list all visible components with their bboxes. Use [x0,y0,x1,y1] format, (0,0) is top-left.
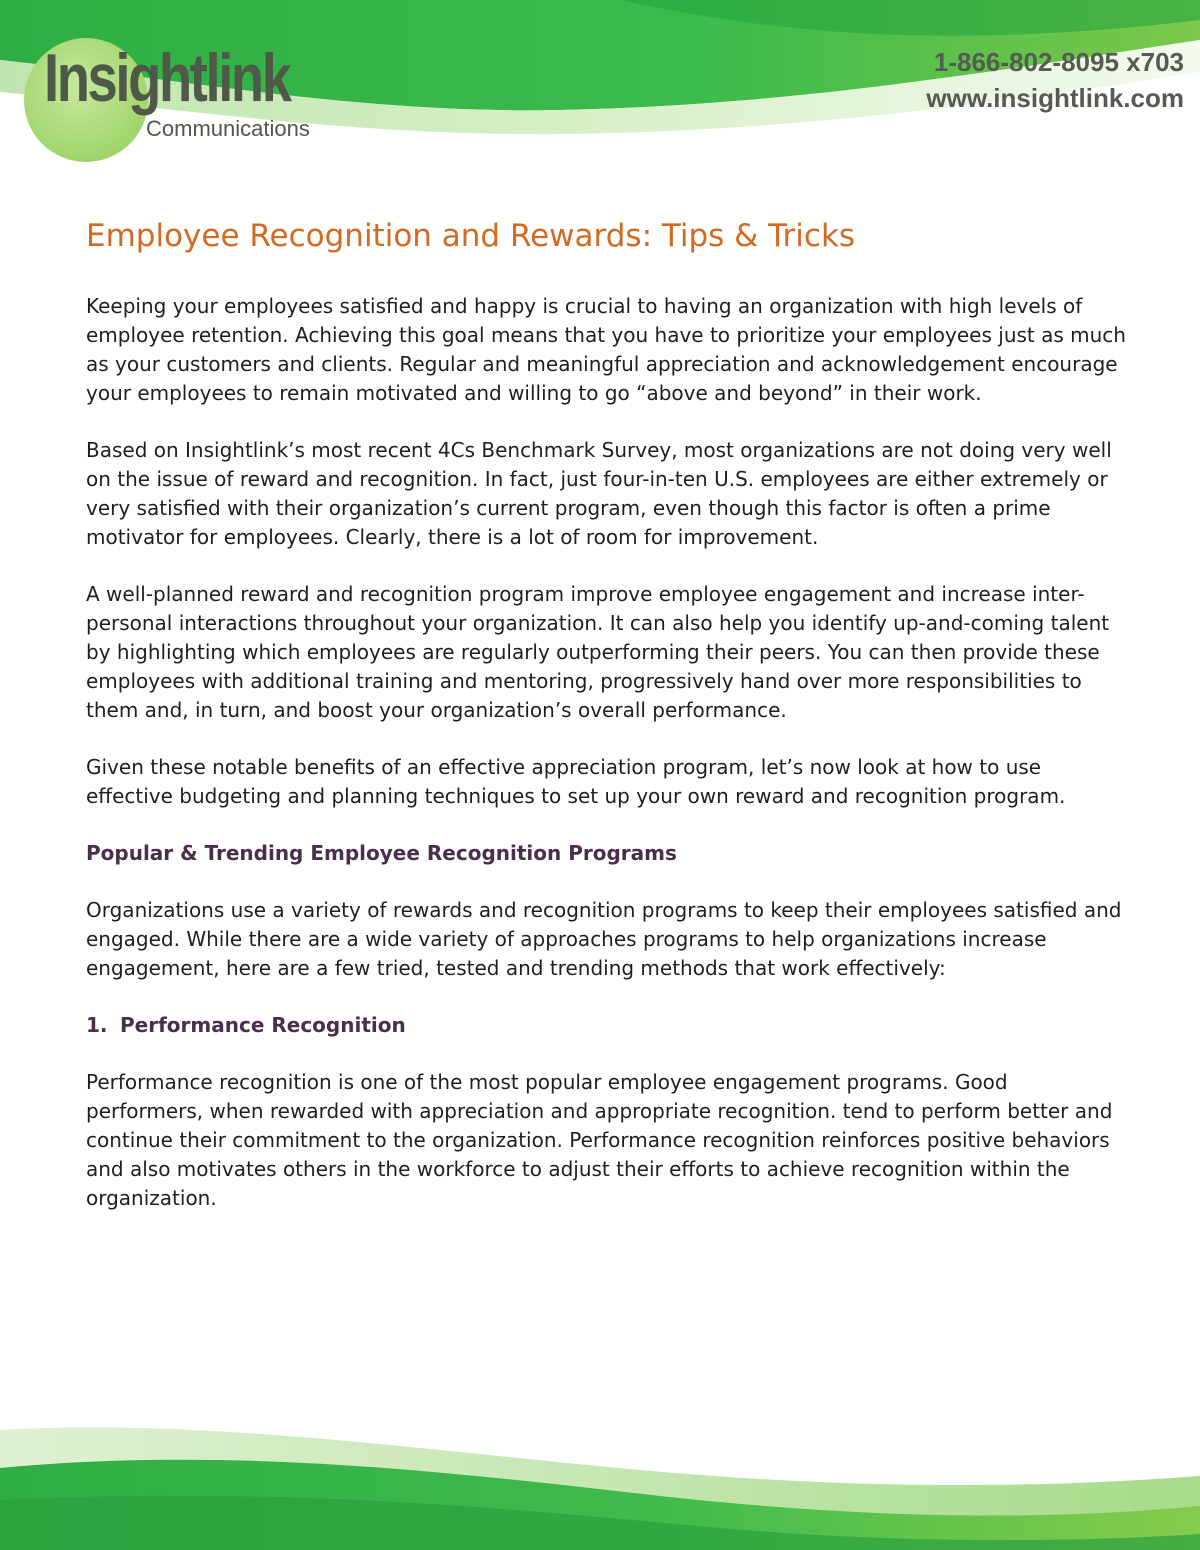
logo-wordmark: Insightlink [44,40,290,116]
footer-banner [0,1410,1200,1550]
survey-paragraph: Based on Insightlink’s most recent 4Cs Benchmark Survey, most organizations are not doing very well on the issue of reward and recognition. In fact, just four-in-ten U.S. employees are either extremely or very satisfied with their organization’s current program, even though this factor is often a prime motivator for employees. Clearly, there is a lot of room for improvement. [86,438,1112,549]
intro-paragraph: Keeping your employees satisfied and happy is crucial to having an organization with high levels of employee retention. Achieving this goal means that you have to prioritize your employees just as much as your customers and clients. Regular and meaningful appreciation and acknowledgement encourage your employees to remain motivated and willing to go “above and beyond” in their work. [86,294,1126,405]
phone-number: 1-866-802-8095 x703 [933,47,1184,77]
item-paragraph: Performance recognition is one of the most popular employee engagement programs. Good performers, when rewarded with appreciation and appropriate recognition. tend to perform better and continue their commitment to the organization. Performance recognition reinforces positive behaviors and also motivates others in the workforce to adjust their efforts to achieve recognition within the organization. [86,1070,1113,1210]
document-body [86,212,1126,1241]
transition-paragraph: Given these notable benefits of an effective appreciation program, let’s now look at how to use effective budgeting and planning techniques to set up your own reward and recognition program. [86,755,1066,808]
website-link[interactable]: www.insightlink.com [926,83,1184,113]
document-title: Employee Recognition and Rewards: Tips & Tricks [86,218,856,254]
section-paragraph: Organizations use a variety of rewards and recognition programs to keep their employees satisfied and engaged. While there are a wide variety of approaches programs to help organizations increase engagement, here are a few tried, tested and trending methods that work effectively: [86,898,1122,980]
item-number: 1. [86,1013,108,1037]
numbered-item-heading [86,1011,1126,1040]
section-heading: Popular & Trending Employee Recognition Programs [86,841,677,865]
item-title: Performance Recognition [120,1013,406,1037]
logo-subtitle: Communications [146,116,310,141]
benefits-paragraph: A well-planned reward and recognition program improve employee engagement and increase inter-personal interactions throughout your organization. It can also help you identify up-and-coming talent by highlighting which employees are regularly outperforming their peers. You can then provide these employees with additional training and mentoring, progressively hand over more responsibilities to them and, in turn, and boost your organization’s overall performance. [86,582,1110,722]
contact-info [926,44,1184,116]
